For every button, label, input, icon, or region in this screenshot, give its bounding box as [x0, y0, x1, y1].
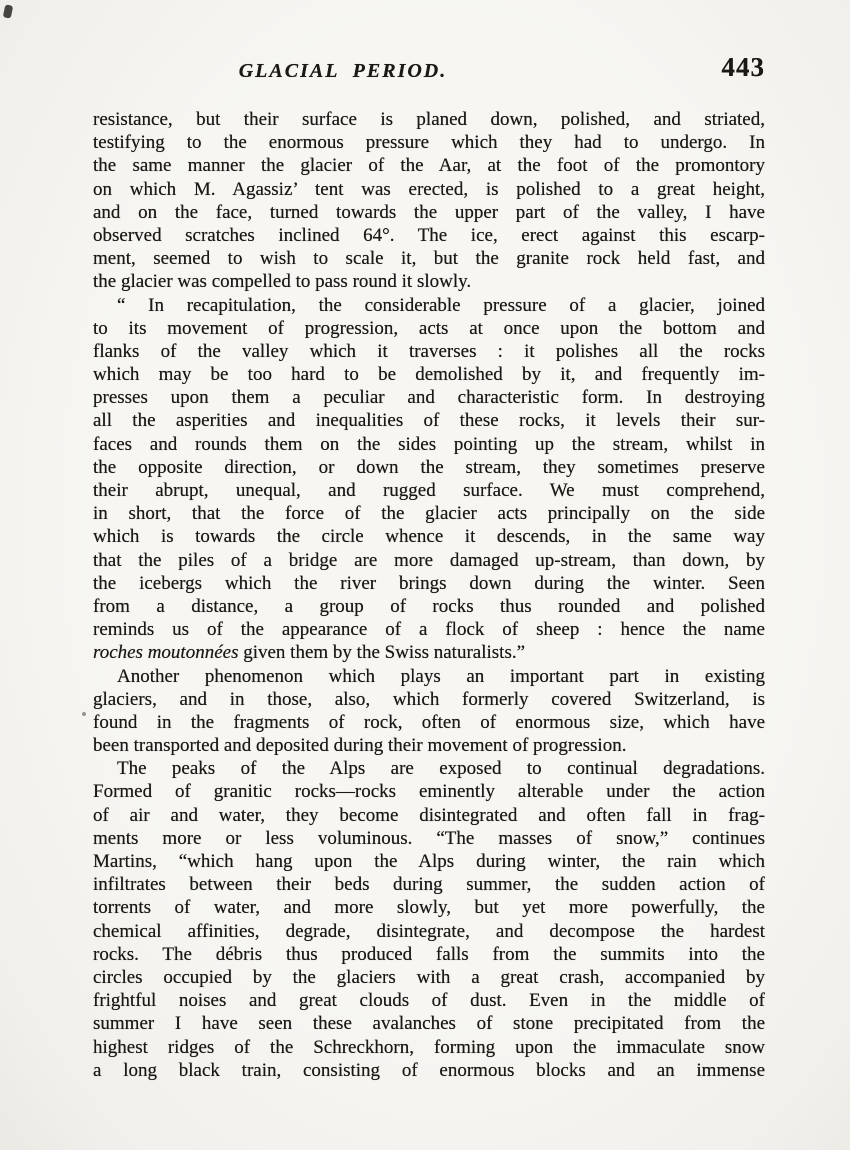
text-line: faces and rounds them on the sides pointing up the stream, whilst in [93, 433, 765, 455]
text-line: ment, seemed to wish to scale it, but the granite rock held fast, and [93, 248, 765, 270]
text-line: from a distance, a group of rocks thus rounded and polished [93, 595, 765, 617]
paragraph [93, 665, 765, 758]
running-head-title: GLACIAL PERIOD. [238, 60, 448, 82]
text-line: resistance, but their surface is planed down, polished, and striated, [93, 109, 765, 130]
text-line: the glacier was compelled to pass round it slowly. [93, 271, 472, 293]
text-line: flanks of the valley which it traverses : it polishes all the rocks [93, 340, 765, 362]
text-line: which is towards the circle whence it descends, in the same way [93, 526, 765, 548]
text-line: which may be too hard to be demolished by it, and frequently im- [93, 364, 765, 386]
text-line: presses upon them a peculiar and characteristic form. In destroying [93, 387, 765, 409]
text-line: the opposite direction, or down the stream, they sometimes preserve [93, 456, 765, 478]
paragraph [93, 108, 765, 294]
text-line: circles occupied by the glaciers with a great crash, accompanied by [93, 966, 765, 988]
paragraph [93, 757, 765, 1082]
text-line: a long black train, consisting of enormous blocks and an immense [93, 1059, 765, 1081]
page-header [93, 52, 765, 94]
page-number: 443 [721, 52, 765, 82]
text-line: to its movement of progression, acts at once upon the bottom and [93, 317, 765, 339]
text-line: glaciers, and in those, also, which formerly covered Switzerland, is [93, 688, 765, 710]
text-line: testifying to the enormous pressure which they had to undergo. In [93, 132, 765, 154]
text-line: summer I have seen these avalanches of stone precipitated from the [93, 1013, 765, 1035]
text-line: of air and water, they become disintegrated and often fall in frag- [93, 804, 765, 826]
text-line: in short, that the force of the glacier acts principally on the side [93, 503, 765, 525]
text-line: frightful noises and great clouds of dust. Even in the middle of [93, 990, 765, 1012]
text-line: been transported and deposited during their movement of progression. [93, 735, 627, 757]
paragraph [93, 294, 765, 665]
text-line: observed scratches inclined 64°. The ice, erect against this escarp- [93, 224, 765, 246]
text-line: rocks. The débris thus produced falls from the summits into the [93, 943, 765, 965]
text-line: and on the face, turned towards the upper part of the valley, I have [93, 201, 765, 223]
scan-artifact-dot [82, 712, 86, 716]
text-line: their abrupt, unequal, and rugged surface. We must comprehend, [93, 480, 765, 501]
text-line: Another phenomenon which plays an important part in existing [117, 665, 765, 687]
text-line: chemical affinities, degrade, disintegrate, and decompose the hardest [93, 920, 765, 942]
text-line: torrents of water, and more slowly, but yet more powerfully, the [93, 897, 765, 919]
scan-artifact-speck [3, 4, 14, 18]
page-paragraphs [93, 108, 765, 1082]
text-line: all the asperities and inequalities of these rocks, it levels their sur- [93, 410, 765, 432]
text-line: infiltrates between their beds during summer, the sudden action of [93, 874, 765, 896]
text-line: that the piles of a bridge are more damaged up-stream, than down, by [93, 549, 765, 571]
text-line: the same manner the glacier of the Aar, at the foot of the promontory [93, 155, 765, 177]
text-line: The peaks of the Alps are exposed to continual degradations. [117, 758, 765, 780]
text-line [93, 641, 765, 664]
italic-term: roches moutonnées [93, 642, 239, 664]
text-line: Martins, “which hang upon the Alps during winter, the rain which [93, 851, 765, 872]
text-segment: given them by the Swiss naturalists.” [238, 642, 526, 664]
text-line: Formed of granitic rocks—rocks eminently alterable under the action [93, 781, 765, 803]
text-line: the icebergs which the river brings down during the winter. Seen [93, 572, 765, 594]
text-line: “ In recapitulation, the considerable pressure of a glacier, joined [117, 294, 765, 316]
text-line: ments more or less voluminous. “The masses of snow,” continues [93, 827, 765, 849]
text-line: found in the fragments of rock, often of enormous size, which have [93, 711, 765, 733]
text-line: on which M. Agassiz’ tent was erected, is polished to a great height, [93, 178, 765, 200]
text-line: reminds us of the appearance of a flock of sheep : hence the name [93, 619, 765, 641]
text-line: highest ridges of the Schreckhorn, forming upon the immaculate snow [93, 1036, 765, 1058]
